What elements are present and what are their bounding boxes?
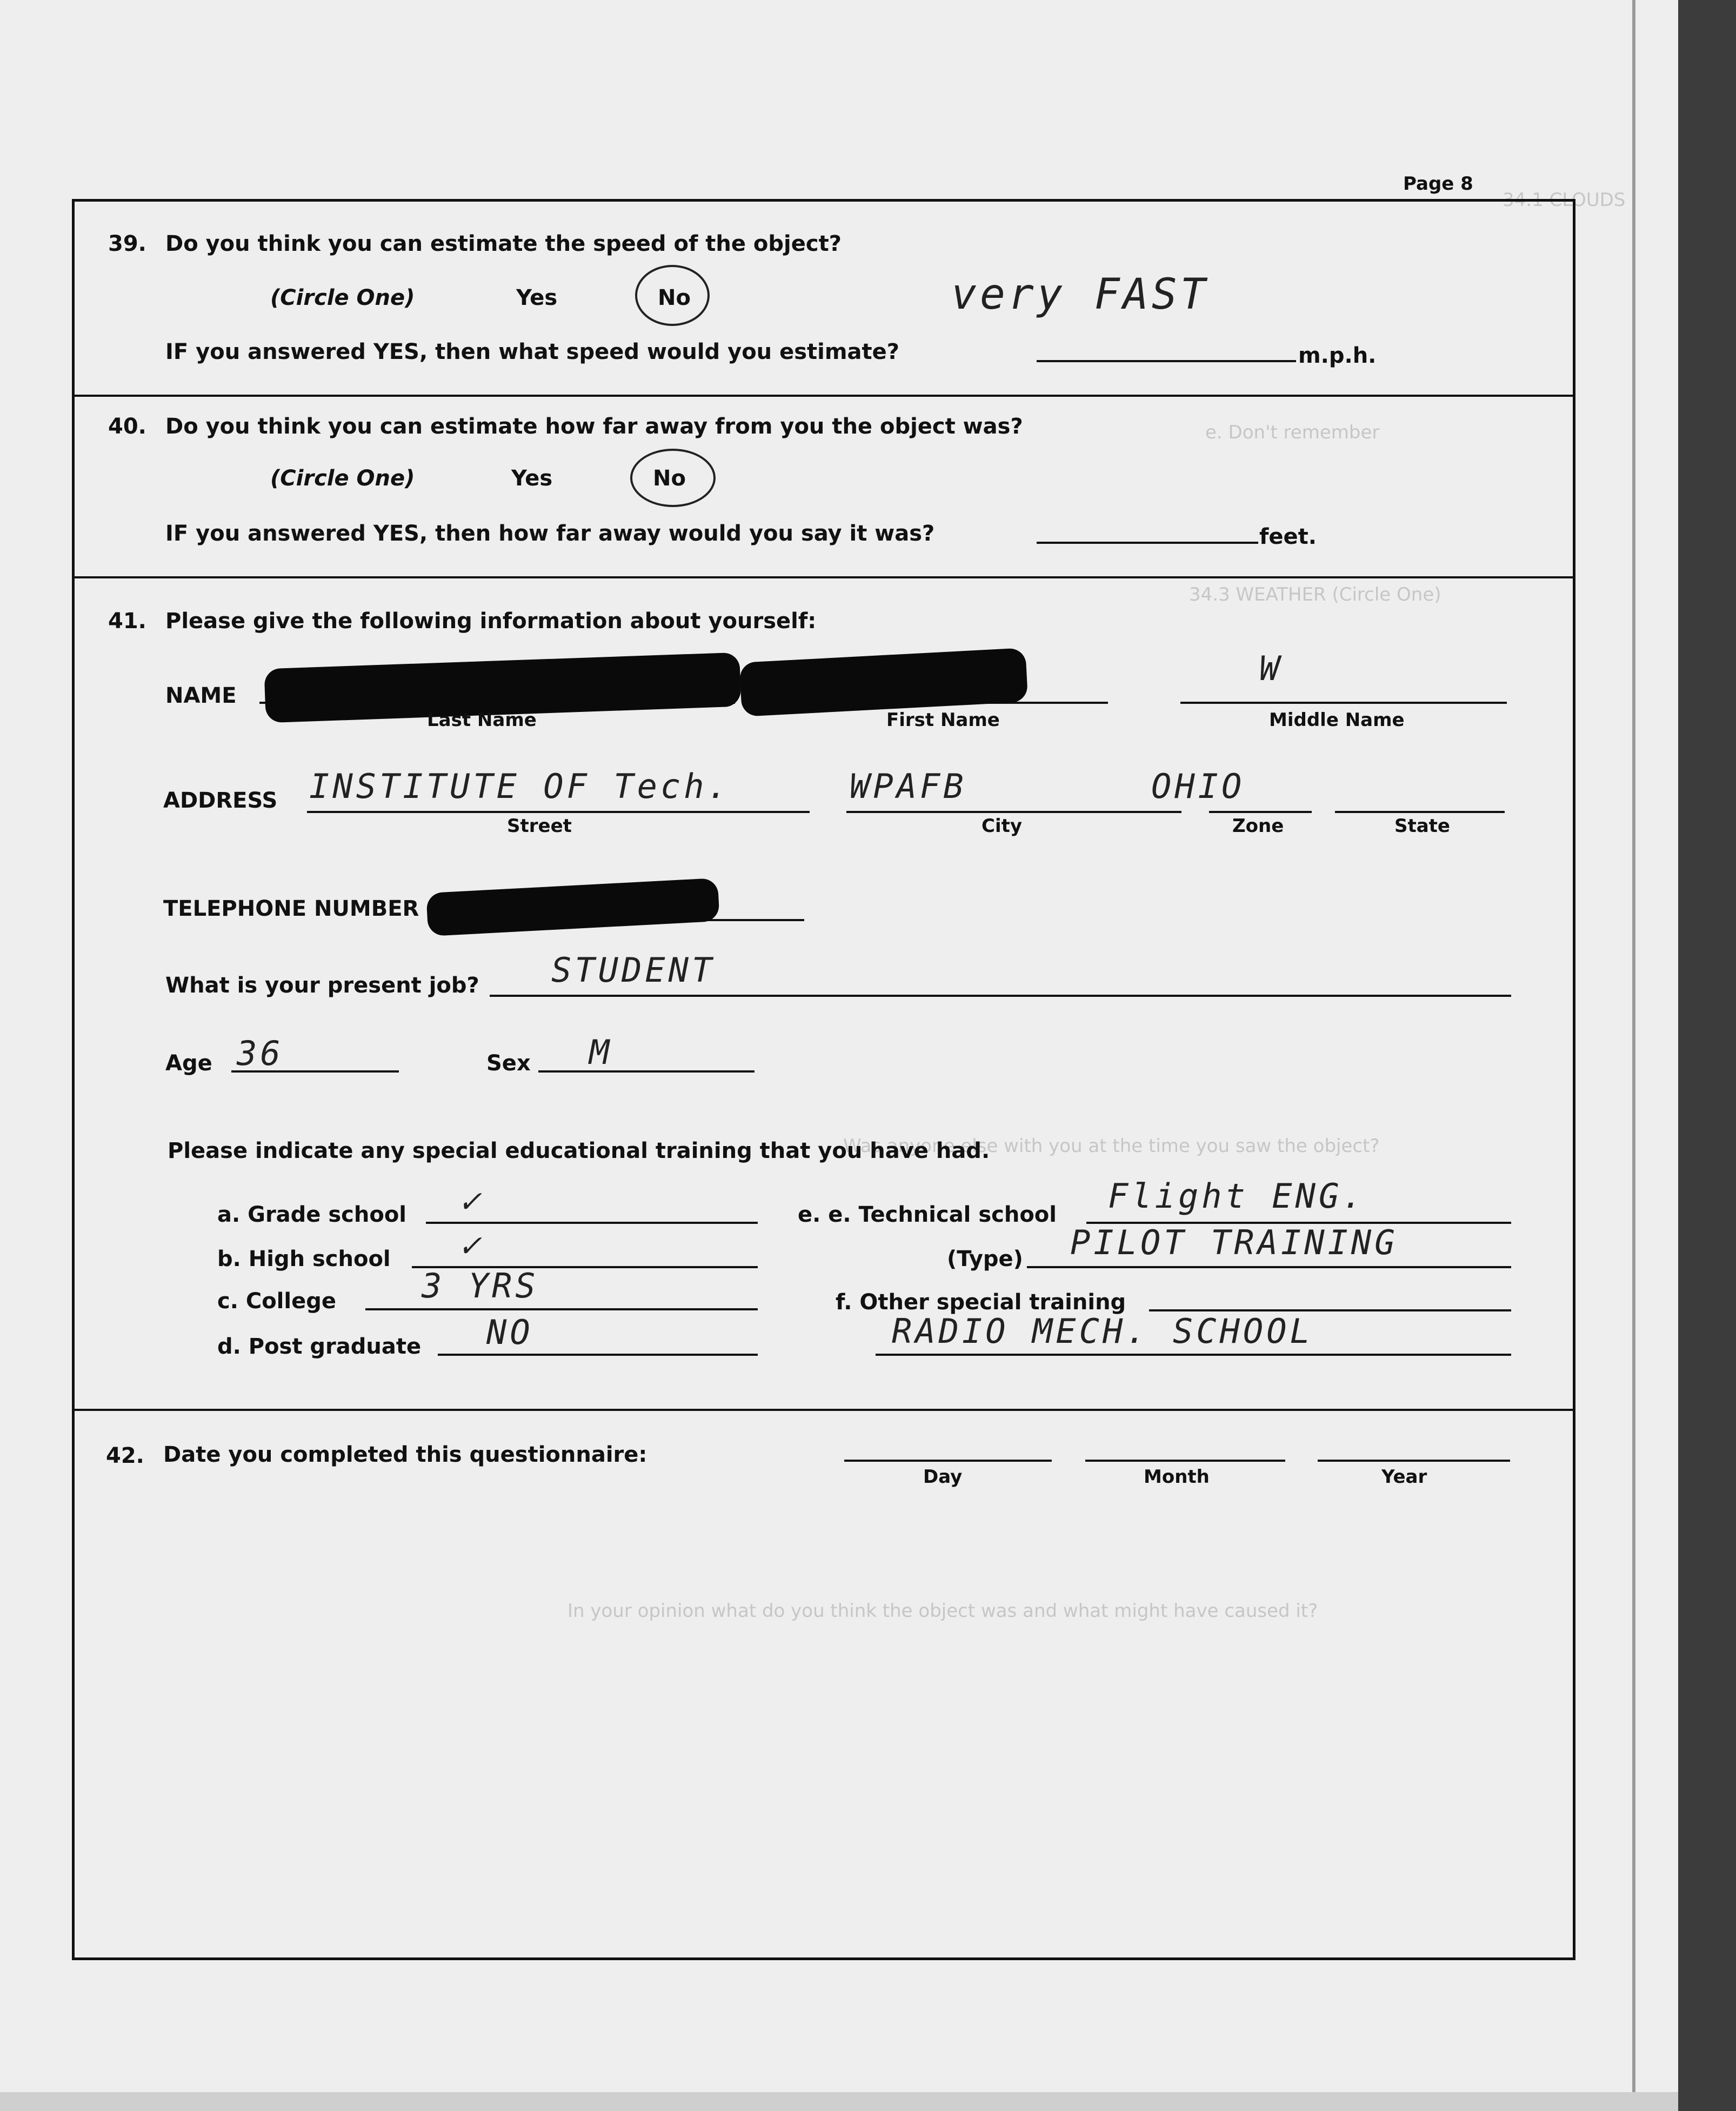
training-prompt: Please indicate any special educational training that you have had.	[168, 1138, 990, 1163]
section-divider	[72, 1409, 1575, 1411]
college-field[interactable]	[365, 1308, 758, 1310]
type-label: (Type)	[947, 1247, 1023, 1271]
post-graduate-label: d. Post graduate	[217, 1334, 422, 1359]
zone-field[interactable]	[1209, 811, 1312, 813]
month-caption: Month	[1144, 1466, 1210, 1488]
other-training-value: RADIO MECH. SCHOOL	[892, 1311, 1313, 1351]
job-label: What is your present job?	[165, 973, 479, 998]
technical-school-value: Flight ENG.	[1108, 1176, 1366, 1216]
telephone-label: TELEPHONE NUMBER	[163, 896, 419, 921]
name-label: NAME	[165, 683, 237, 708]
speed-answer: very FAST	[951, 270, 1209, 319]
other-training-field-2[interactable]	[876, 1354, 1511, 1356]
street-value: INSTITUTE OF Tech.	[309, 767, 731, 806]
circle-one-label: (Circle One)	[270, 285, 415, 310]
high-school-label: b. High school	[217, 1247, 391, 1271]
question-number: 40.	[108, 414, 146, 439]
month-field[interactable]	[1085, 1460, 1285, 1462]
type-field[interactable]	[1027, 1266, 1511, 1268]
state-caption: State	[1394, 815, 1450, 837]
college-label: c. College	[217, 1289, 336, 1314]
middle-initial: W	[1259, 649, 1283, 688]
circle-mark	[630, 449, 716, 507]
grade-school-label: a. Grade school	[217, 1202, 407, 1227]
question-number: 39.	[108, 231, 146, 256]
street-caption: Street	[507, 815, 572, 837]
day-caption: Day	[923, 1466, 963, 1488]
middle-name-caption: Middle Name	[1269, 709, 1405, 731]
other-training-label: f. Other special training	[836, 1290, 1126, 1315]
sex-field[interactable]	[538, 1070, 755, 1073]
section-divider	[72, 576, 1575, 578]
city-value: WPAFB	[850, 767, 967, 806]
job-value: STUDENT	[551, 950, 716, 990]
yes-option[interactable]: Yes	[516, 285, 558, 310]
followup-text: IF you answered YES, then what speed would you estimate?	[165, 339, 899, 364]
no-option[interactable]: No	[658, 285, 691, 310]
age-value: 36	[237, 1034, 284, 1073]
question-text: Do you think you can estimate how far away from you the object was?	[165, 414, 1023, 439]
question-text: Please give the following information about yourself:	[165, 609, 817, 634]
speed-field[interactable]	[1037, 360, 1296, 362]
distance-field[interactable]	[1037, 542, 1258, 544]
circle-mark	[635, 265, 710, 326]
question-text: Date you completed this questionnaire:	[163, 1442, 647, 1467]
grade-school-field[interactable]	[426, 1222, 758, 1224]
scan-bottom-shade	[0, 2092, 1678, 2111]
followup-text: IF you answered YES, then how far away would you say it was?	[165, 521, 935, 546]
bleed-through: 34.1 CLOUDS	[1503, 189, 1626, 211]
no-option[interactable]: No	[653, 466, 686, 491]
scan-border	[1678, 0, 1736, 2111]
state-field[interactable]	[1335, 811, 1505, 813]
form-frame	[72, 199, 1575, 1960]
page-label: Page 8	[1403, 173, 1473, 195]
post-graduate-value: NO	[486, 1313, 533, 1352]
street-field[interactable]	[307, 811, 810, 813]
circle-one-label: (Circle One)	[270, 466, 415, 491]
post-graduate-field[interactable]	[438, 1354, 758, 1356]
year-field[interactable]	[1318, 1460, 1510, 1462]
question-number: 41.	[108, 609, 146, 634]
grade-school-check: ✓	[459, 1181, 483, 1220]
bleed-through: e. Don't remember	[1205, 422, 1380, 443]
high-school-check: ✓	[459, 1225, 483, 1264]
unit-label: m.p.h.	[1298, 343, 1377, 368]
first-name-caption: First Name	[886, 709, 1000, 731]
city-caption: City	[981, 815, 1023, 837]
bleed-through: In your opinion what do you think the object was and what might have caused it?	[567, 1600, 1318, 1622]
middle-name-field[interactable]	[1180, 702, 1507, 704]
city-field[interactable]	[846, 811, 1181, 813]
zone-caption: Zone	[1232, 815, 1284, 837]
unit-label: feet.	[1259, 524, 1317, 549]
section-divider	[72, 395, 1575, 397]
sex-label: Sex	[486, 1051, 531, 1076]
yes-option[interactable]: Yes	[511, 466, 553, 491]
page-edge	[1632, 0, 1635, 2111]
age-label: Age	[165, 1051, 212, 1076]
question-number: 42.	[106, 1443, 144, 1468]
address-label: ADDRESS	[163, 788, 278, 813]
question-text: Do you think you can estimate the speed of the object?	[165, 231, 842, 256]
college-value: 3 YRS	[422, 1266, 539, 1306]
day-field[interactable]	[844, 1460, 1052, 1462]
technical-school-label: e. e. Technical school	[798, 1202, 1057, 1227]
year-caption: Year	[1381, 1466, 1427, 1488]
zone-value: OHIO	[1151, 767, 1245, 806]
job-field[interactable]	[490, 995, 1511, 997]
bleed-through: Was anyone else with you at the time you saw the object?	[843, 1135, 1380, 1157]
sex-value: M	[589, 1033, 613, 1072]
type-value: PILOT TRAINING	[1070, 1223, 1398, 1262]
last-name-caption: Last Name	[427, 709, 537, 731]
bleed-through: 34.3 WEATHER (Circle One)	[1189, 584, 1441, 605]
